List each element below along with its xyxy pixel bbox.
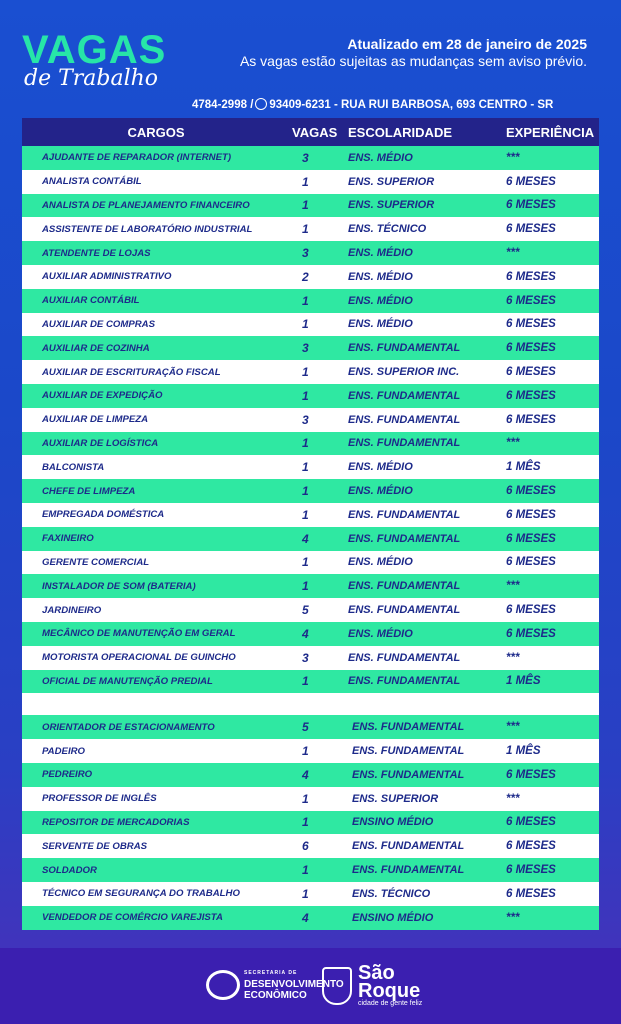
- table-row: [22, 646, 599, 670]
- cell-vagas: 1: [302, 863, 309, 877]
- table-row: [22, 906, 599, 930]
- cell-vagas: 6: [302, 839, 309, 854]
- cell-experiencia: 6 MESES: [506, 768, 556, 781]
- cell-experiencia: 6 MESES: [506, 318, 556, 331]
- header-vagas: VAGAS: [292, 124, 338, 140]
- cell-experiencia: 6 MESES: [506, 270, 556, 283]
- cell-vagas: 4: [302, 767, 309, 782]
- cell-cargo: AUXILIAR DE LIMPEZA: [42, 414, 149, 426]
- table-row: [22, 432, 599, 456]
- table-row: [22, 763, 599, 787]
- cell-experiencia: 6 MESES: [506, 864, 556, 876]
- cell-cargo: ASSISTENTE DE LABORATÓRIO INDUSTRIAL: [42, 223, 253, 235]
- cell-cargo: INSTALADOR DE SOM (BATERIA): [42, 580, 196, 592]
- cell-escolaridade: ENS. SUPERIOR: [348, 199, 435, 212]
- cell-escolaridade: ENS. FUNDAMENTAL: [348, 651, 461, 664]
- cell-experiencia: ***: [506, 721, 520, 734]
- cell-vagas: 3: [302, 650, 309, 665]
- table-row: [22, 551, 599, 575]
- table-row: [22, 739, 599, 763]
- cell-vagas: 1: [302, 484, 309, 499]
- cell-cargo: AJUDANTE DE REPARADOR (INTERNET): [42, 152, 232, 164]
- cell-cargo: ORIENTADOR DE ESTACIONAMENTO: [42, 721, 215, 733]
- cell-vagas: 4: [302, 910, 309, 925]
- cell-escolaridade: ENS. SUPERIOR: [348, 175, 435, 188]
- cell-experiencia: ***: [506, 792, 520, 805]
- cell-escolaridade: ENS. FUNDAMENTAL: [352, 864, 465, 876]
- header-cargos: CARGOS: [127, 124, 185, 140]
- table-body-2: [22, 715, 599, 929]
- table-row: [22, 384, 599, 408]
- cell-cargo: SOLDADOR: [42, 864, 97, 876]
- cell-cargo: CHEFE DE LIMPEZA: [42, 485, 136, 497]
- page-header: [0, 0, 621, 118]
- cell-vagas: 1: [302, 317, 309, 332]
- cell-cargo: MOTORISTA OPERACIONAL DE GUINCHO: [42, 652, 236, 664]
- cell-vagas: 1: [302, 436, 309, 451]
- table-row: [22, 787, 599, 811]
- table-row: [22, 217, 599, 241]
- table-row: [22, 622, 599, 646]
- cell-escolaridade: ENS. FUNDAMENTAL: [348, 580, 461, 593]
- cell-escolaridade: ENS. FUNDAMENTAL: [352, 721, 465, 734]
- dept-line1: DESENVOLVIMENTO: [244, 979, 344, 990]
- cell-cargo: AUXILIAR DE ESCRITURAÇÃO FISCAL: [42, 366, 221, 378]
- cell-cargo: VENDEDOR DE COMÉRCIO VAREJISTA: [42, 912, 223, 924]
- cell-experiencia: ***: [506, 911, 520, 924]
- cell-escolaridade: ENS. MÉDIO: [348, 318, 413, 331]
- cell-vagas: 1: [302, 222, 309, 237]
- cell-experiencia: 6 MESES: [506, 199, 556, 212]
- cell-vagas: 1: [302, 579, 309, 594]
- cell-cargo: ANALISTA DE PLANEJAMENTO FINANCEIRO: [42, 199, 250, 211]
- cell-experiencia: ***: [506, 580, 520, 593]
- table-row: [22, 194, 599, 218]
- jobs-table: [22, 118, 599, 930]
- cell-vagas: 2: [302, 269, 309, 284]
- cell-cargo: MECÂNICO DE MANUTENÇÃO EM GERAL: [42, 628, 236, 640]
- cell-experiencia: 6 MESES: [506, 508, 556, 521]
- cell-experiencia: 6 MESES: [506, 223, 556, 236]
- cell-escolaridade: ENS. MÉDIO: [348, 461, 413, 474]
- cell-experiencia: 1 MÊS: [506, 461, 541, 474]
- table-row: [22, 313, 599, 337]
- cell-experiencia: 6 MESES: [506, 816, 556, 829]
- table-row: [22, 527, 599, 551]
- table-row: [22, 146, 599, 170]
- cell-experiencia: 6 MESES: [506, 556, 556, 569]
- gear-icon: [206, 970, 240, 1000]
- contact-line: [192, 98, 553, 111]
- cell-escolaridade: ENS. TÉCNICO: [352, 887, 431, 900]
- cell-cargo: EMPREGADA DOMÉSTICA: [42, 509, 165, 521]
- page-footer: [0, 948, 621, 1024]
- cell-escolaridade: ENS. FUNDAMENTAL: [352, 768, 465, 781]
- table-row: [22, 336, 599, 360]
- table-row: [22, 834, 599, 858]
- cell-cargo: FAXINEIRO: [42, 533, 94, 545]
- table-body-1: [22, 146, 599, 693]
- cell-vagas: 1: [302, 555, 309, 570]
- cell-escolaridade: ENS. FUNDAMENTAL: [352, 840, 465, 853]
- cell-experiencia: 6 MESES: [506, 366, 556, 379]
- cell-cargo: JARDINEIRO: [42, 604, 102, 616]
- cell-escolaridade: ENSINO MÉDIO: [352, 911, 434, 924]
- cell-experiencia: 6 MESES: [506, 532, 556, 545]
- logo-trabalho: de Trabalho: [24, 66, 159, 91]
- cell-escolaridade: ENS. FUNDAMENTAL: [348, 675, 461, 688]
- cell-vagas: 1: [302, 198, 309, 213]
- cell-cargo: TÉCNICO EM SEGURANÇA DO TRABALHO: [42, 888, 240, 900]
- table-row: [22, 882, 599, 906]
- cell-cargo: AUXILIAR DE COZINHA: [42, 342, 150, 354]
- cell-experiencia: 6 MESES: [506, 342, 556, 355]
- cell-vagas: 1: [302, 460, 309, 475]
- cell-escolaridade: ENS. FUNDAMENTAL: [348, 508, 461, 521]
- cell-vagas: 1: [302, 744, 309, 759]
- cell-cargo: GERENTE COMERCIAL: [42, 556, 150, 568]
- cell-escolaridade: ENS. MÉDIO: [348, 270, 413, 283]
- table-row: [22, 265, 599, 289]
- cell-vagas: 1: [302, 293, 309, 308]
- cell-escolaridade: ENSINO MÉDIO: [352, 816, 434, 829]
- table-row: [22, 715, 599, 739]
- cell-escolaridade: ENS. MÉDIO: [348, 247, 413, 260]
- cell-vagas: 1: [302, 507, 309, 522]
- cell-vagas: 1: [302, 886, 309, 901]
- cell-experiencia: 6 MESES: [506, 840, 556, 853]
- cell-escolaridade: ENS. SUPERIOR: [352, 792, 439, 805]
- table-row: [22, 241, 599, 265]
- dept-small: SECRETARIA DE: [244, 970, 298, 976]
- cell-escolaridade: ENS. FUNDAMENTAL: [348, 389, 461, 402]
- dept-line2: ECONÔMICO: [244, 990, 307, 1001]
- cell-cargo: BALCONISTA: [42, 461, 105, 473]
- cell-vagas: 5: [302, 720, 309, 735]
- cell-cargo: ANALISTA CONTÁBIL: [42, 176, 142, 188]
- city-name-2: Roque: [358, 980, 421, 1002]
- cell-experiencia: ***: [506, 437, 520, 450]
- cell-escolaridade: ENS. TÉCNICO: [348, 223, 427, 236]
- cell-experiencia: 1 MÊS: [506, 745, 541, 758]
- cell-cargo: AUXILIAR DE EXPEDIÇÃO: [42, 390, 163, 402]
- cell-vagas: 4: [302, 531, 309, 546]
- cell-escolaridade: ENS. FUNDAMENTAL: [348, 437, 461, 450]
- city-logo: [322, 964, 422, 1007]
- cell-escolaridade: ENS. FUNDAMENTAL: [348, 413, 461, 426]
- cell-experiencia: 6 MESES: [506, 413, 556, 426]
- cell-cargo: AUXILIAR CONTÁBIL: [42, 295, 140, 307]
- cell-vagas: 5: [302, 603, 309, 618]
- cell-vagas: 3: [302, 412, 309, 427]
- logo-vagas: VAGAS: [22, 28, 167, 72]
- table-header: [22, 118, 599, 146]
- cell-experiencia: 6 MESES: [506, 627, 556, 640]
- cell-escolaridade: ENS. MÉDIO: [348, 485, 413, 498]
- updated-date: Atualizado em 28 de janeiro de 2025: [347, 36, 587, 52]
- cell-escolaridade: ENS. MÉDIO: [348, 151, 413, 164]
- cell-escolaridade: ENS. FUNDAMENTAL: [348, 604, 461, 617]
- cell-vagas: 3: [302, 150, 309, 165]
- cell-cargo: PADEIRO: [42, 745, 85, 757]
- cell-cargo: AUXILIAR ADMINISTRATIVO: [42, 271, 172, 283]
- cell-experiencia: 6 MESES: [506, 604, 556, 617]
- cell-cargo: AUXILIAR DE LOGÍSTICA: [42, 437, 159, 449]
- cell-vagas: 4: [302, 626, 309, 641]
- cell-cargo: PROFESSOR DE INGLÊS: [42, 793, 157, 805]
- table-row: [22, 858, 599, 882]
- cell-vagas: 1: [302, 365, 309, 380]
- cell-cargo: REPOSITOR DE MERCADORIAS: [42, 816, 190, 828]
- city-name-1: São: [358, 962, 395, 984]
- cell-experiencia: 6 MESES: [506, 485, 556, 498]
- table-gap: [22, 693, 599, 715]
- cell-vagas: 3: [302, 246, 309, 261]
- table-row: [22, 811, 599, 835]
- table-row: [22, 360, 599, 384]
- whatsapp-address: 93409-6231 - RUA RUI BARBOSA, 693 CENTRO - SR: [269, 99, 554, 111]
- cell-vagas: 1: [302, 674, 309, 689]
- cell-experiencia: 1 MÊS: [506, 675, 541, 688]
- whatsapp-icon: [255, 98, 267, 110]
- city-tagline: cidade de gente feliz: [358, 1000, 423, 1007]
- cell-experiencia: ***: [506, 151, 520, 164]
- cell-vagas: 1: [302, 791, 309, 806]
- cell-experiencia: 6 MESES: [506, 175, 556, 188]
- cell-vagas: 3: [302, 341, 309, 356]
- cell-cargo: ATENDENTE DE LOJAS: [42, 247, 151, 259]
- cell-escolaridade: ENS. SUPERIOR INC.: [348, 366, 460, 379]
- cell-cargo: AUXILIAR DE COMPRAS: [42, 318, 155, 330]
- cell-cargo: SERVENTE DE OBRAS: [42, 840, 148, 852]
- table-row: [22, 503, 599, 527]
- cell-vagas: 1: [302, 815, 309, 830]
- header-escolaridade: ESCOLARIDADE: [348, 124, 453, 140]
- table-row: [22, 408, 599, 432]
- header-experiencia: EXPERIÊNCIA: [506, 124, 595, 140]
- table-row: [22, 289, 599, 313]
- table-row: [22, 479, 599, 503]
- table-row: [22, 670, 599, 694]
- cell-cargo: PEDREIRO: [42, 769, 93, 781]
- table-row: [22, 455, 599, 479]
- cell-escolaridade: ENS. MÉDIO: [348, 294, 413, 307]
- cell-cargo: OFICIAL DE MANUTENÇÃO PREDIAL: [42, 675, 213, 687]
- cell-experiencia: ***: [506, 247, 520, 260]
- phone-number: 4784-2998 /: [192, 99, 254, 111]
- cell-experiencia: ***: [506, 651, 520, 664]
- cell-experiencia: 6 MESES: [506, 887, 556, 900]
- cell-vagas: 1: [302, 174, 309, 189]
- city-seal-icon: [322, 967, 352, 1005]
- table-row: [22, 598, 599, 622]
- cell-experiencia: 6 MESES: [506, 294, 556, 307]
- notice-text: As vagas estão sujeitas as mudanças sem aviso prévio.: [239, 53, 587, 69]
- cell-escolaridade: ENS. FUNDAMENTAL: [348, 342, 461, 355]
- cell-escolaridade: ENS. FUNDAMENTAL: [352, 745, 465, 758]
- cell-escolaridade: ENS. MÉDIO: [348, 627, 413, 640]
- cell-escolaridade: ENS. FUNDAMENTAL: [348, 532, 461, 545]
- cell-experiencia: 6 MESES: [506, 389, 556, 402]
- cell-escolaridade: ENS. MÉDIO: [348, 556, 413, 569]
- table-row: [22, 170, 599, 194]
- table-row: [22, 574, 599, 598]
- cell-vagas: 1: [302, 388, 309, 403]
